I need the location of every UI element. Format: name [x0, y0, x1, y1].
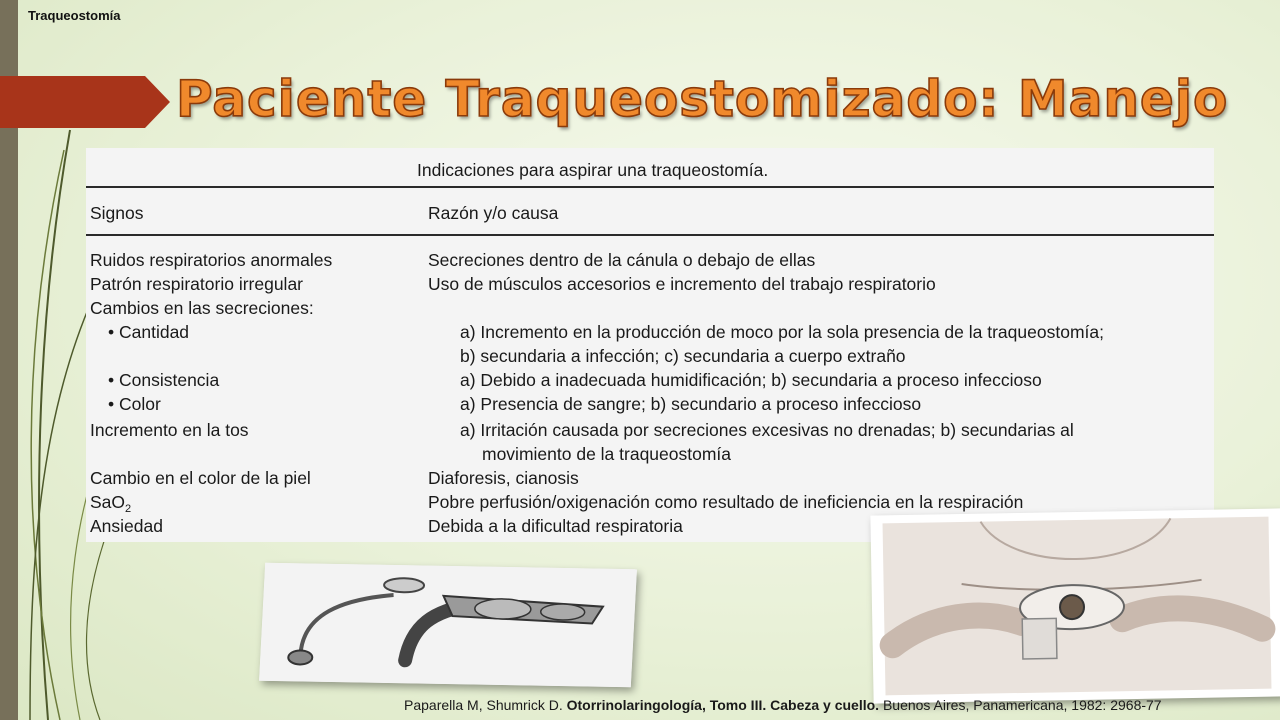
cause-row: Secreciones dentro de la cánula o debajo de ellas: [428, 250, 816, 270]
sign-row: Ruidos respiratorios anormales: [90, 250, 333, 270]
page-title: Paciente Traqueostomizado: Manejo: [176, 70, 1229, 128]
cause-row: Uso de músculos accesorios e incremento del trabajo respiratorio: [428, 274, 936, 294]
citation-authors: Paparella M, Shumrick D.: [404, 697, 563, 713]
section-label: Traqueostomía: [28, 8, 121, 23]
cause-row: Diaforesis, cianosis: [428, 468, 579, 488]
table-caption: Indicaciones para aspirar una traqueostomía.: [417, 160, 769, 180]
header-razon: Razón y/o causa: [428, 203, 559, 223]
citation-work: Otorrinolaringología, Tomo III. Cabeza y cuello.: [566, 697, 880, 713]
indications-table: [86, 148, 1214, 542]
sign-row: Ansiedad: [90, 516, 163, 536]
cause-row: Debida a la dificultad respiratoria: [428, 516, 683, 536]
sign-row-sao2: [90, 492, 131, 515]
tracheostomy-cannula-image: [259, 563, 637, 687]
sao-subscript: 2: [125, 503, 132, 515]
cause-row: a) Presencia de sangre; b) secundario a proceso infeccioso: [460, 394, 922, 414]
cause-row: Pobre perfusión/oxigenación como resultado de ineficiencia en la respiración: [428, 492, 1024, 512]
sign-row: Cambio en el color de la piel: [90, 468, 311, 488]
title-arrow-icon: [0, 76, 170, 128]
sign-row: • Consistencia: [108, 370, 220, 390]
sign-row: Patrón respiratorio irregular: [90, 274, 304, 294]
citation-publisher: Buenos Aires, Panamericana, 1982: 2968-77: [882, 697, 1162, 713]
cause-row: movimiento de la traqueostomía: [482, 444, 732, 464]
cause-row: a) Debido a inadecuada humidificación; b) secundaria a proceso infeccioso: [460, 370, 1042, 390]
cannula-drawing: [259, 563, 637, 687]
care-drawing: [870, 508, 1280, 703]
sign-row: Incremento en la tos: [90, 420, 249, 440]
cause-row: a) Incremento en la producción de moco por la sola presencia de la traqueostomía;: [460, 322, 1104, 342]
sign-row: • Cantidad: [108, 322, 190, 342]
cause-row: a) Irritación causada por secreciones excesivas no drenadas; b) secundarias al: [460, 420, 1074, 440]
table-rule-top: [86, 186, 1214, 188]
sao-text: SaO: [90, 492, 126, 512]
sign-row: • Color: [108, 394, 161, 414]
tracheostomy-care-illustration: [870, 508, 1280, 703]
citation: [404, 697, 1162, 713]
sign-row: Cambios en las secreciones:: [90, 298, 314, 318]
table-rule-header: [86, 234, 1214, 236]
header-signos: Signos: [90, 203, 144, 223]
cause-row: b) secundaria a infección; c) secundaria a cuerpo extraño: [460, 346, 906, 366]
